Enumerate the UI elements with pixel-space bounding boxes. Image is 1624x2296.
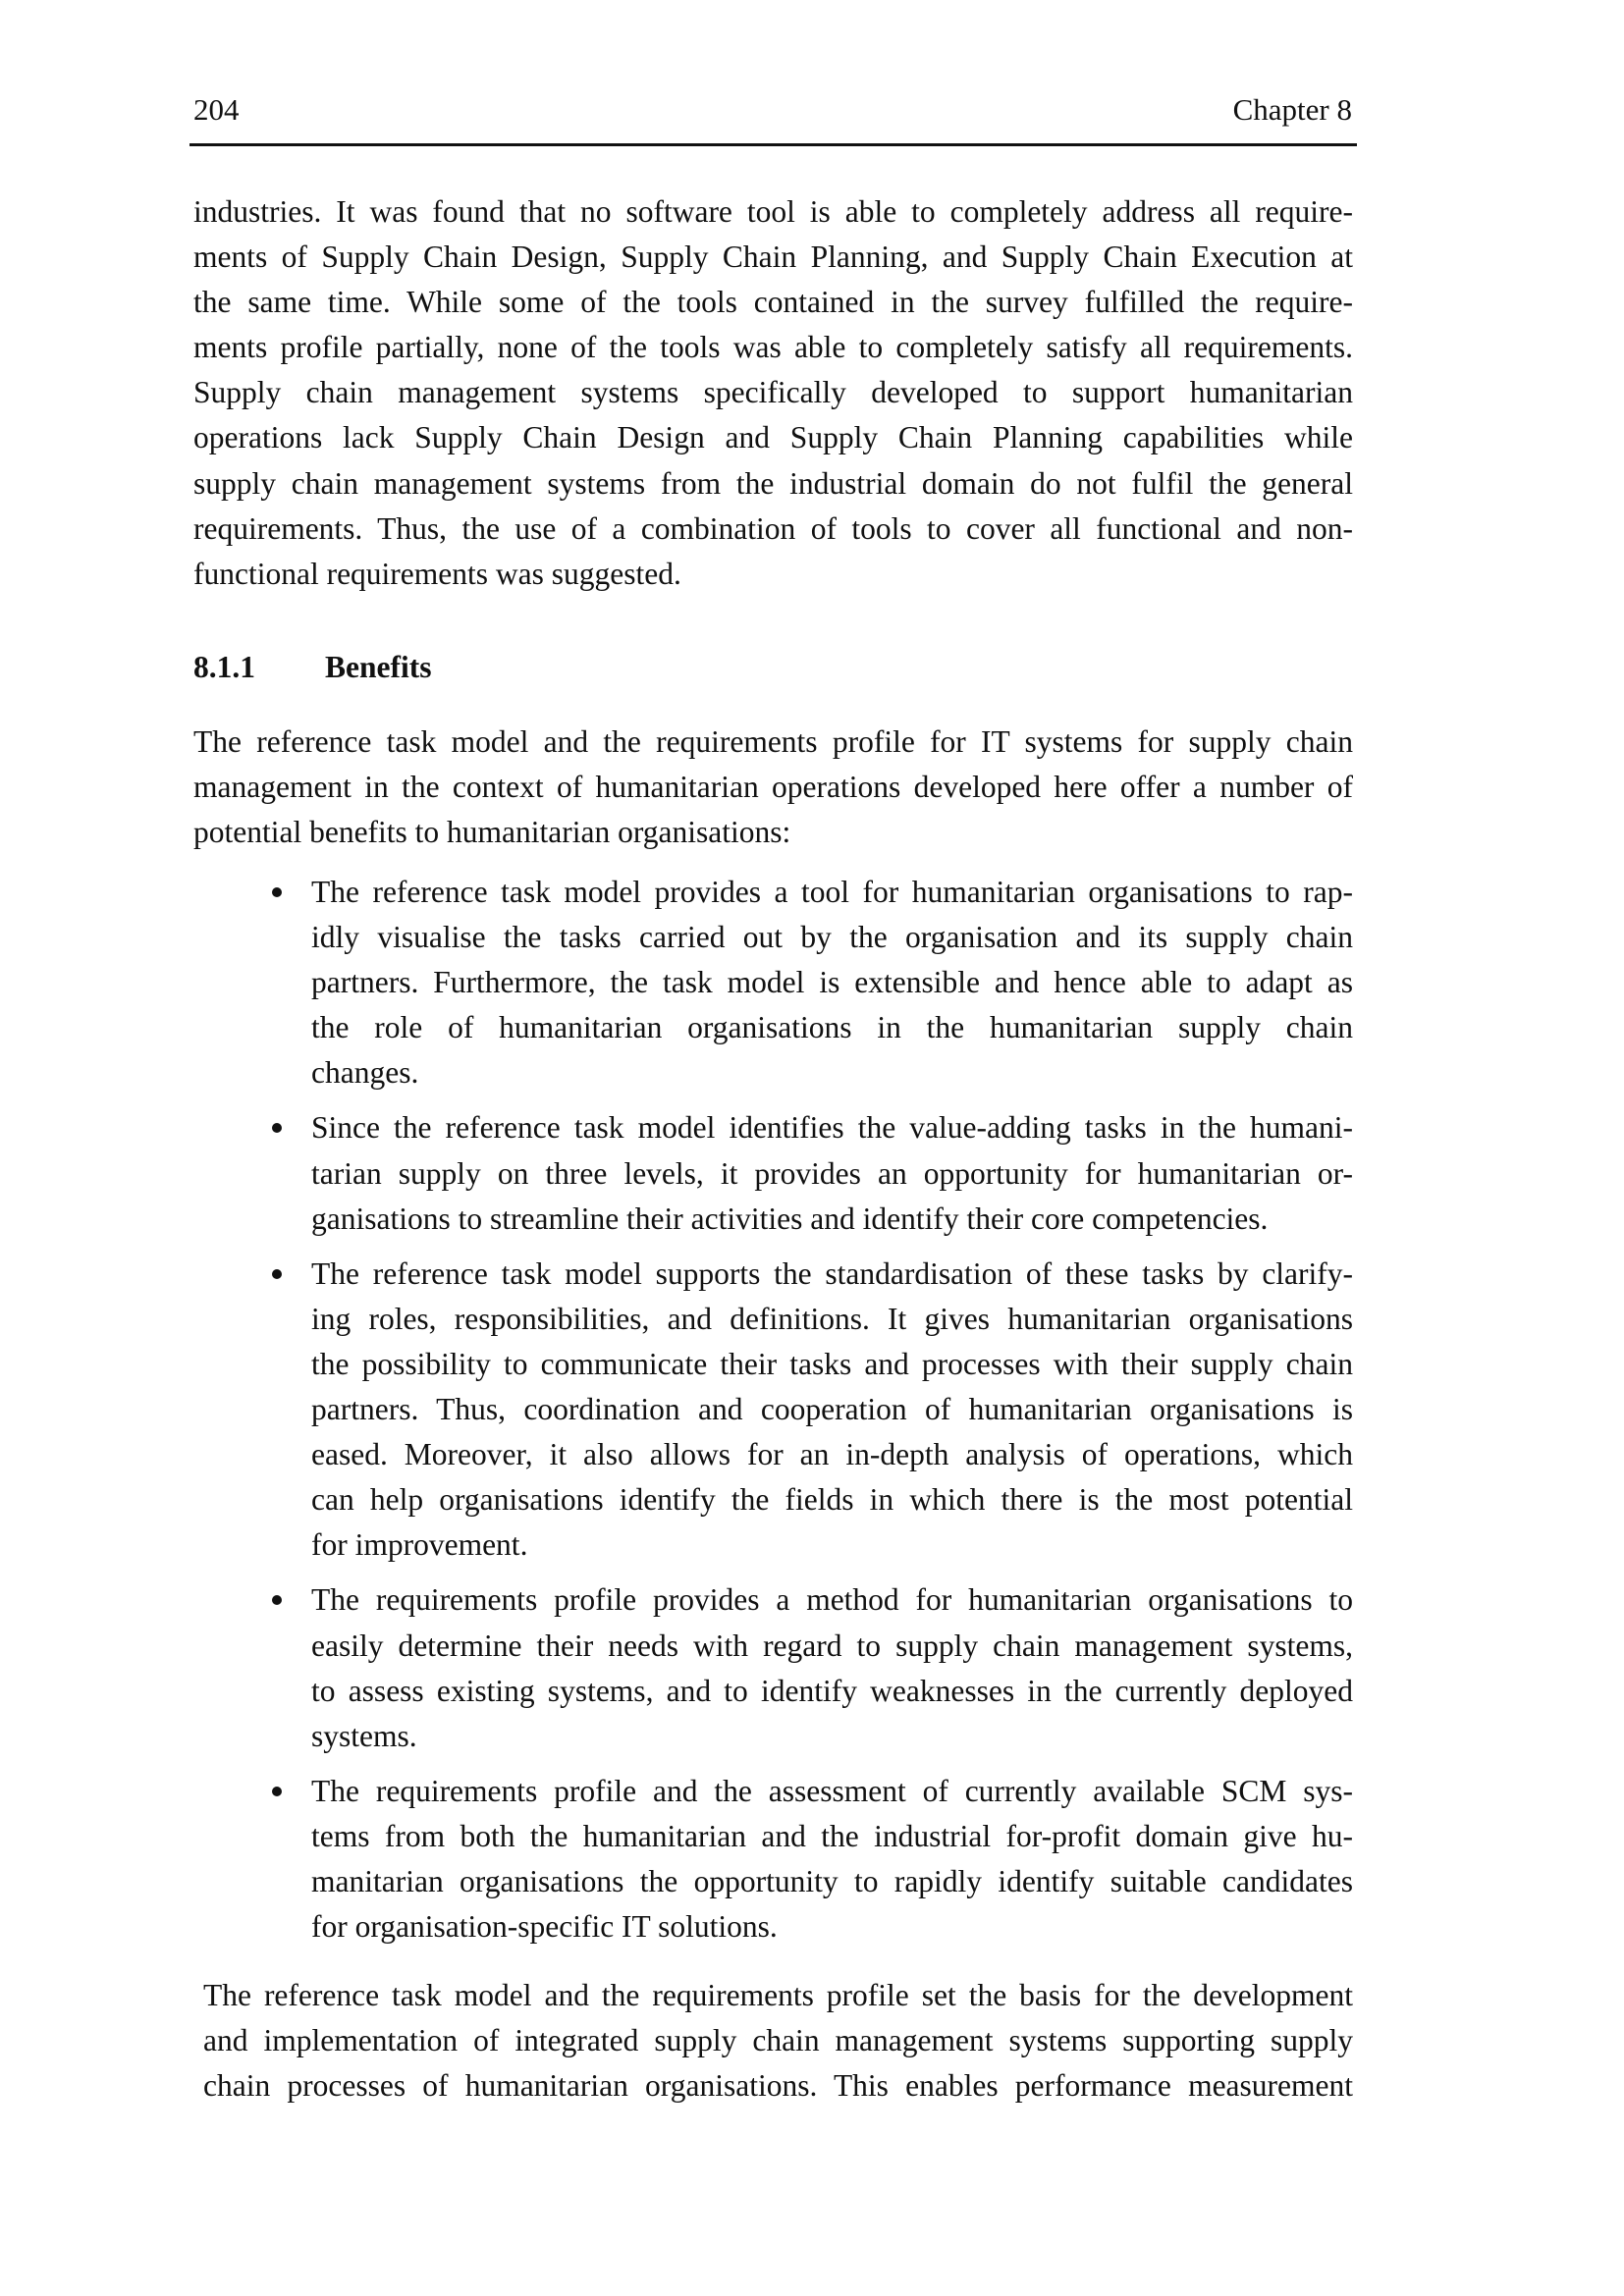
text-line: can help organisations identify the fields in which there is the most potential (311, 1482, 1353, 1518)
text-line: The reference task model and the requirements profile set the basis for the development (203, 1978, 1353, 2012)
benefits-intro-paragraph (193, 720, 1353, 855)
text-line: The reference task model provides a tool for humanitarian organisations to rap- (311, 875, 1353, 909)
text-line: operations lack Supply Chain Design and Supply Chain Planning capabilities while (193, 420, 1353, 455)
text-line: The reference task model and the requirements profile for IT systems for supply chain (193, 724, 1353, 759)
bullet-icon (272, 1269, 282, 1279)
text-line: chain processes of humanitarian organisations. This enables performance measurement (203, 2068, 1353, 2104)
list-item (265, 1577, 1353, 1758)
text-line: ments profile partially, none of the tools was able to completely satisfy all requirements. (193, 330, 1353, 365)
page-number: 204 (193, 92, 240, 127)
text-line: Supply chain management systems specifically developed to support humanitarian (193, 375, 1353, 410)
bullet-icon (272, 887, 282, 897)
header-rule (189, 143, 1357, 146)
list-item (265, 1105, 1353, 1241)
text-line: The requirements profile and the assessment of currently available SCM sys- (311, 1773, 1353, 1808)
bullet-icon (272, 1787, 282, 1796)
text-line: changes. (311, 1055, 419, 1091)
text-line: The reference task model supports the standardisation of these tasks by clarify- (311, 1255, 1353, 1291)
list-item (265, 870, 1353, 1095)
closing-paragraph (203, 1973, 1353, 2109)
text-line: to assess existing systems, and to identify weaknesses in the currently deployed (311, 1673, 1353, 1708)
text-line: The requirements profile provides a method for humanitarian organisations to (311, 1582, 1353, 1618)
section-number: 8.1.1 (193, 650, 255, 684)
text-line: for improvement. (311, 1527, 528, 1563)
text-line: ments of Supply Chain Design, Supply Chain Planning, and Supply Chain Execution at (193, 240, 1353, 275)
text-line: supply chain management systems from the industrial domain do not fulfil the general (193, 465, 1353, 501)
text-line: for organisation-specific IT solutions. (311, 1909, 778, 1945)
text-line: partners. Furthermore, the task model is extensible and hence able to adapt as (311, 965, 1353, 1000)
text-line: easily determine their needs with regard to supply chain management systems, (311, 1628, 1353, 1663)
text-line: systems. (311, 1718, 417, 1753)
section-title: Benefits (325, 650, 432, 684)
benefits-list (265, 870, 1353, 1959)
text-line: and implementation of integrated supply chain management systems supporting supply (203, 2023, 1353, 2058)
text-line: ing roles, responsibilities, and definitions. It gives humanitarian organisations (311, 1301, 1353, 1336)
text-line: idly visualise the tasks carried out by the organisation and its supply chain (311, 920, 1353, 955)
text-line: ganisations to streamline their activities and identify their core competencies. (311, 1201, 1269, 1236)
bullet-icon (272, 1595, 282, 1605)
text-line: Since the reference task model identifies the value-adding tasks in the humani- (311, 1110, 1353, 1146)
text-line: tems from both the humanitarian and the industrial for-profit domain give hu- (311, 1818, 1353, 1853)
text-line: manitarian organisations the opportunity to rapidly identify suitable candidates (311, 1863, 1353, 1898)
text-line: management in the context of humanitarian operations developed here offer a number of (193, 770, 1353, 805)
intro-paragraph (193, 189, 1353, 597)
text-line: eased. Moreover, it also allows for an in-depth analysis of operations, which (311, 1437, 1353, 1472)
text-line: industries. It was found that no software tool is able to completely address all require- (193, 194, 1353, 229)
text-line: the same time. While some of the tools contained in the survey fulfilled the require- (193, 285, 1353, 320)
text-line: partners. Thus, coordination and cooperation of humanitarian organisations is (311, 1392, 1353, 1427)
list-item (265, 1769, 1353, 1949)
bullet-icon (272, 1123, 282, 1133)
text-line: potential benefits to humanitarian organisations: (193, 815, 791, 850)
chapter-label: Chapter 8 (1232, 92, 1352, 127)
running-header (191, 90, 1355, 137)
text-line: the possibility to communicate their tasks and processes with their supply chain (311, 1346, 1353, 1381)
text-line: the role of humanitarian organisations in the humanitarian supply chain (311, 1010, 1353, 1045)
text-line: requirements. Thus, the use of a combination of tools to cover all functional and non- (193, 510, 1353, 546)
list-item (265, 1252, 1353, 1569)
text-line: functional requirements was suggested. (193, 556, 681, 591)
text-line: tarian supply on three levels, it provides an opportunity for humanitarian or- (311, 1155, 1353, 1191)
